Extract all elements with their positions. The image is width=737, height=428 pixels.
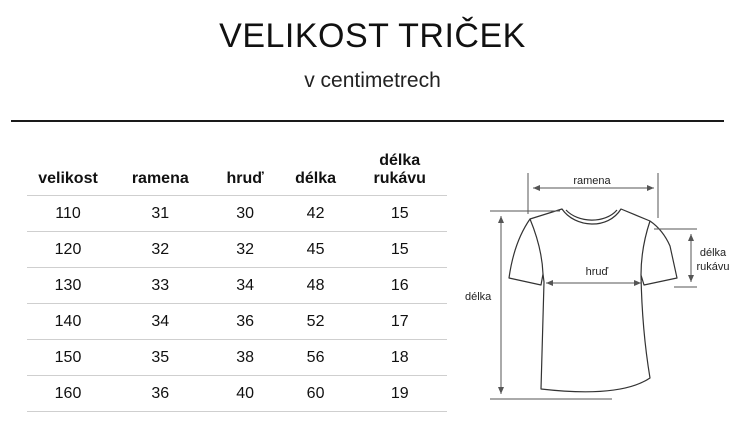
table-cell: 33 — [109, 268, 212, 304]
table-cell: 31 — [109, 196, 212, 232]
arrowhead — [688, 275, 694, 282]
label-sleeve-line2: rukávu — [696, 261, 730, 273]
table-cell: 36 — [212, 304, 279, 340]
tshirt-neckband — [566, 210, 617, 220]
table-cell: 140 — [27, 304, 109, 340]
table-cell: 110 — [27, 196, 109, 232]
table-cell: 32 — [109, 232, 212, 268]
header-sleeve-length: délka rukávu — [352, 146, 447, 196]
table-cell: 17 — [352, 304, 447, 340]
table-cell: 30 — [212, 196, 279, 232]
table-cell: 15 — [352, 232, 447, 268]
arrowhead — [634, 280, 641, 286]
table-cell: 16 — [352, 268, 447, 304]
header-length: délka — [279, 146, 353, 196]
header-chest: hruď — [212, 146, 279, 196]
table-cell: 34 — [212, 268, 279, 304]
table-cell: 38 — [212, 340, 279, 376]
tshirt-outline — [509, 209, 677, 392]
arrowhead — [546, 280, 553, 286]
table-cell: 52 — [279, 304, 353, 340]
table-cell: 32 — [212, 232, 279, 268]
table-cell: 40 — [212, 376, 279, 412]
table-cell: 15 — [352, 196, 447, 232]
arrowhead — [688, 234, 694, 241]
header-size: velikost — [27, 146, 109, 196]
table-cell: 56 — [279, 340, 353, 376]
tshirt-sleeve-seam-left — [530, 219, 543, 274]
arrowhead — [498, 387, 504, 394]
page-title: VELIKOST TRIČEK — [219, 17, 526, 55]
table-cell: 120 — [27, 232, 109, 268]
page-subtitle: v centimetrech — [304, 69, 441, 92]
table-cell: 150 — [27, 340, 109, 376]
table-cell: 45 — [279, 232, 353, 268]
arrowhead — [647, 185, 654, 191]
table-cell: 48 — [279, 268, 353, 304]
table-cell: 130 — [27, 268, 109, 304]
arrowhead — [533, 185, 540, 191]
arrowhead — [498, 216, 504, 223]
table-cell: 18 — [352, 340, 447, 376]
table-cell: 19 — [352, 376, 447, 412]
tshirt-sleeve-seam-right — [641, 221, 650, 275]
table-cell: 160 — [27, 376, 109, 412]
label-shoulders: ramena — [573, 175, 611, 187]
label-chest: hruď — [585, 266, 609, 278]
table-cell: 36 — [109, 376, 212, 412]
header-shoulders: ramena — [109, 146, 212, 196]
table-cell: 42 — [279, 196, 353, 232]
table-cell: 60 — [279, 376, 353, 412]
table-cell: 34 — [109, 304, 212, 340]
label-length: délka — [465, 291, 492, 303]
table-cell: 35 — [109, 340, 212, 376]
label-sleeve-line1: délka — [699, 247, 727, 259]
